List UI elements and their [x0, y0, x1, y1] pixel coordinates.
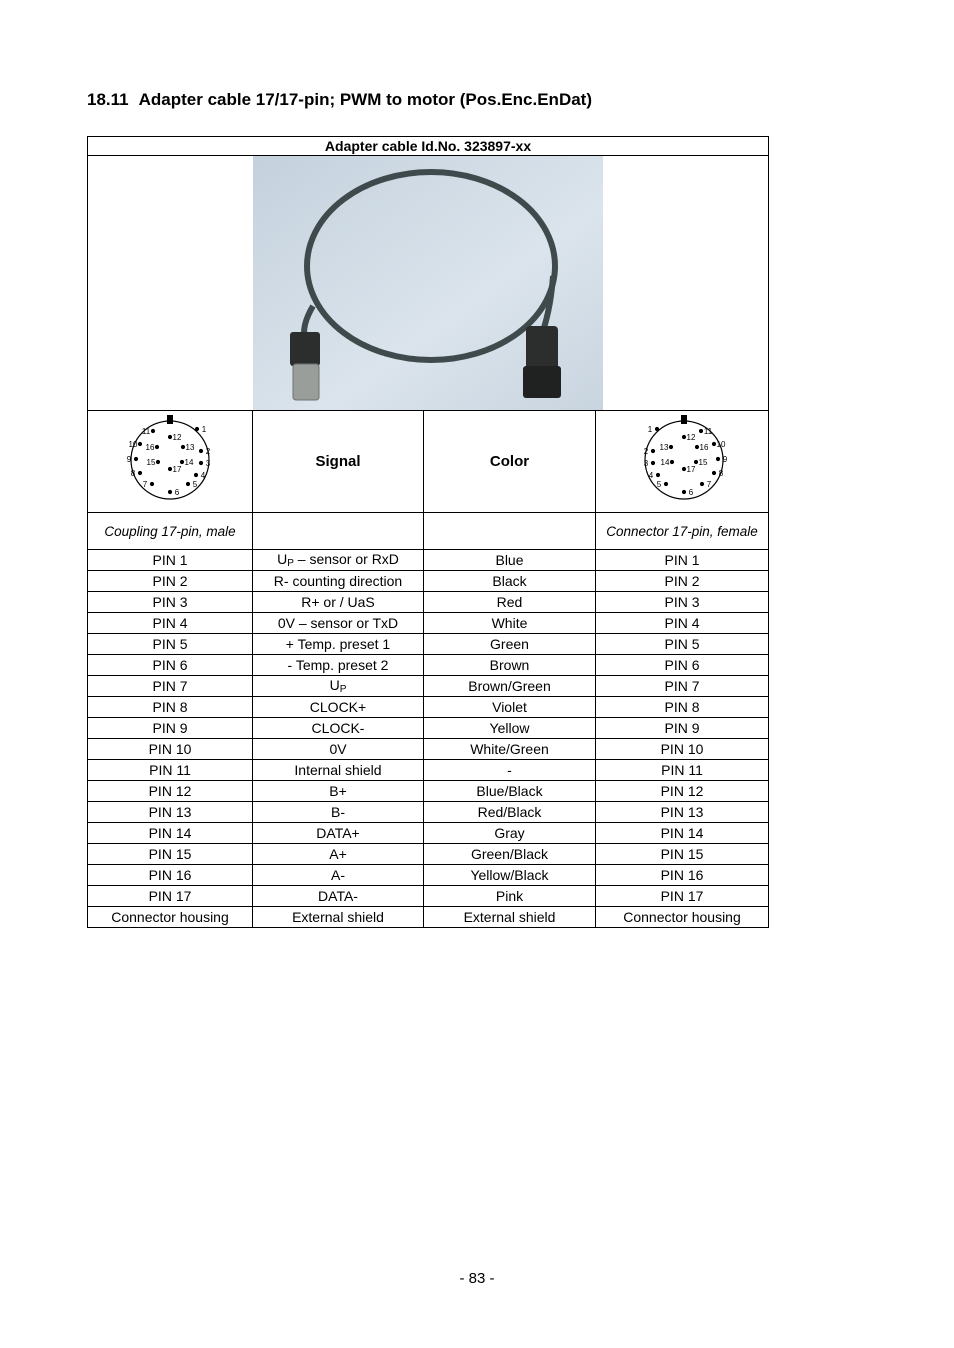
wire-color: Yellow/Black	[424, 865, 596, 886]
signal-text: DATA-	[318, 888, 358, 904]
table-row	[88, 760, 769, 781]
coupling-pin-label: 15	[146, 458, 156, 467]
coupling-pin-dot	[168, 467, 172, 471]
signal-cell	[253, 865, 424, 886]
coupling-key	[167, 415, 173, 424]
coupling-pin: PIN 6	[88, 655, 253, 676]
signal-text: A-	[331, 867, 345, 883]
coupling-pin-diagram	[118, 411, 222, 509]
wire-color: Blue	[424, 550, 596, 571]
connector-pin-dot	[655, 427, 659, 431]
signal-text: CLOCK-	[311, 720, 365, 736]
photo-row	[88, 156, 769, 411]
coupling-pin: PIN 11	[88, 760, 253, 781]
table-row	[88, 781, 769, 802]
connector-pin: PIN 7	[596, 676, 769, 697]
connector-pin-dot	[712, 471, 716, 475]
signal-text: 0V	[329, 741, 347, 757]
coupling-pin: PIN 5	[88, 634, 253, 655]
connector-pin-dot	[651, 449, 655, 453]
connector-pin: PIN 5	[596, 634, 769, 655]
coupling-male-body	[290, 332, 320, 366]
signal-text: U	[277, 551, 288, 567]
connector-key	[681, 415, 687, 424]
coupling-pin-label: 12	[172, 433, 182, 442]
connector-pin-label: 3	[643, 459, 649, 468]
coupling-pin-dot	[134, 457, 138, 461]
signal-header: Signal	[253, 411, 424, 513]
table-row	[88, 823, 769, 844]
table-row	[88, 844, 769, 865]
connector-pin-dot	[694, 460, 698, 464]
connector-pin: PIN 12	[596, 781, 769, 802]
cable-photo	[253, 156, 603, 410]
connector-pin: PIN 15	[596, 844, 769, 865]
signal-text: B-	[331, 804, 345, 820]
wire-color: Violet	[424, 697, 596, 718]
coupling-pin-dot	[181, 445, 185, 449]
coupling-pin-label: 14	[184, 458, 194, 467]
coupling-pin: PIN 9	[88, 718, 253, 739]
connector-pin: PIN 11	[596, 760, 769, 781]
coupling-pin: PIN 2	[88, 571, 253, 592]
table-row	[88, 571, 769, 592]
signal-cell	[253, 739, 424, 760]
table-row	[88, 739, 769, 760]
wire-color: Red	[424, 592, 596, 613]
table-row	[88, 592, 769, 613]
signal-cell	[253, 823, 424, 844]
connector-pin: PIN 4	[596, 613, 769, 634]
coupling-pin-dot	[180, 460, 184, 464]
pin-rows	[88, 550, 769, 928]
wire-color: Gray	[424, 823, 596, 844]
coupling-pin: PIN 3	[88, 592, 253, 613]
signal-text: CLOCK+	[309, 699, 367, 715]
signal-cell	[253, 718, 424, 739]
connector-pin-label: 11	[703, 427, 713, 436]
signal-cell	[253, 655, 424, 676]
wire-color: -	[424, 760, 596, 781]
signal-cell	[253, 697, 424, 718]
signal-text: R+ or / UaS	[301, 594, 375, 610]
wire-color: White	[424, 613, 596, 634]
signal-text: R- counting direction	[273, 573, 403, 589]
connector-pin: PIN 10	[596, 739, 769, 760]
coupling-pin-dot	[186, 482, 190, 486]
signal-text: + Temp. preset 1	[285, 636, 391, 652]
table-row	[88, 550, 769, 571]
table-row	[88, 718, 769, 739]
coupling-pin: PIN 10	[88, 739, 253, 760]
signal-cell	[253, 781, 424, 802]
coupling-pin-dot	[138, 442, 142, 446]
connector-pin: PIN 8	[596, 697, 769, 718]
connector-label-row	[88, 513, 769, 550]
coupling-pin-label: 2	[205, 447, 211, 456]
signal-text: B+	[329, 783, 347, 799]
connector-pin-dot	[656, 473, 660, 477]
connector-pin: PIN 9	[596, 718, 769, 739]
coupling-male-nut	[293, 364, 319, 400]
table-row	[88, 613, 769, 634]
signal-cell	[253, 613, 424, 634]
connector-pin-dot	[664, 482, 668, 486]
connector-pin-label: 15	[698, 458, 708, 467]
connector-pin: PIN 1	[596, 550, 769, 571]
signal-text: A+	[329, 846, 347, 862]
coupling-pin: Connector housing	[88, 907, 253, 928]
table-row	[88, 907, 769, 928]
coupling-pin-label: 8	[130, 469, 136, 478]
connector-pin-dot	[700, 482, 704, 486]
coupling-pin: PIN 12	[88, 781, 253, 802]
connector-pin: PIN 2	[596, 571, 769, 592]
coupling-pin-dot	[199, 449, 203, 453]
coupling-pin-dot	[168, 490, 172, 494]
signal-cell	[253, 907, 424, 928]
signal-text: Internal shield	[294, 762, 382, 778]
table-row	[88, 634, 769, 655]
table-row	[88, 697, 769, 718]
coupling-pin: PIN 14	[88, 823, 253, 844]
signal-suffix: – sensor or RxD	[293, 551, 399, 567]
table-caption: Adapter cable Id.No. 323897-xx	[88, 137, 769, 156]
signal-subscript: P	[339, 684, 347, 695]
coupling-pin-label: 6	[174, 488, 180, 497]
coupling-pin-dot	[199, 461, 203, 465]
wire-color: Brown	[424, 655, 596, 676]
signal-cell	[253, 634, 424, 655]
signal-cell	[253, 592, 424, 613]
wire-color: External shield	[424, 907, 596, 928]
coupling-pin-label: 13	[185, 443, 195, 452]
table-caption-row	[88, 137, 769, 156]
signal-text: - Temp. preset 2	[287, 657, 389, 673]
coupling-pin-dot	[155, 445, 159, 449]
coupling-pin-label: 17	[172, 465, 182, 474]
signal-text: 0V – sensor or TxD	[277, 615, 399, 631]
coupling-pin-dot	[194, 473, 198, 477]
connector-pin-dot	[716, 457, 720, 461]
coupling-pin: PIN 8	[88, 697, 253, 718]
connector-pin-label: 9	[722, 455, 728, 464]
connector-pin-label: 16	[699, 443, 709, 452]
connector-pin-dot	[682, 490, 686, 494]
connector-pin-dot	[712, 442, 716, 446]
color-header: Color	[424, 411, 596, 513]
wire-color: Red/Black	[424, 802, 596, 823]
connector-pin: Connector housing	[596, 907, 769, 928]
signal-cell	[253, 571, 424, 592]
coupling-pin-label: 11	[141, 427, 151, 436]
signal-cell	[253, 844, 424, 865]
table-row	[88, 655, 769, 676]
coupling-pin-dot	[150, 482, 154, 486]
connector-pin-dot	[699, 429, 703, 433]
signal-cell	[253, 676, 424, 697]
signal-cell	[253, 760, 424, 781]
connector-pin: PIN 16	[596, 865, 769, 886]
signal-text: U	[329, 677, 340, 693]
connector-label: Connector 17-pin, female	[596, 513, 769, 550]
coupling-pin-label: 4	[200, 471, 206, 480]
wire-color: Green	[424, 634, 596, 655]
connector-pin: PIN 17	[596, 886, 769, 907]
connector-pin-dot	[670, 460, 674, 464]
coupling-pin-dot	[156, 460, 160, 464]
coupling-pin: PIN 15	[88, 844, 253, 865]
connector-pin-label: 7	[706, 480, 712, 489]
section-number: 18.11	[87, 90, 129, 109]
connector-pin-label: 2	[643, 447, 649, 456]
table-row	[88, 865, 769, 886]
connector-pin-dot	[695, 445, 699, 449]
wire-color: Black	[424, 571, 596, 592]
table-row	[88, 676, 769, 697]
connector-pin-label: 8	[718, 469, 724, 478]
signal-cell	[253, 550, 424, 571]
coupling-pin: PIN 1	[88, 550, 253, 571]
wire-color: Blue/Black	[424, 781, 596, 802]
connector-pin-label: 5	[656, 480, 662, 489]
wire-color: Yellow	[424, 718, 596, 739]
coupling-pin-label: 7	[142, 480, 148, 489]
connector-pin-label: 1	[647, 425, 653, 434]
connector-pin-label: 14	[660, 458, 670, 467]
signal-text: DATA+	[316, 825, 360, 841]
section-title: Adapter cable 17/17-pin; PWM to motor (Pos.Enc.EnDat)	[138, 90, 592, 109]
connector-pin-diagram	[628, 411, 736, 509]
signal-cell	[253, 886, 424, 907]
connector-pin-label: 13	[659, 443, 669, 452]
page-number: - 83 -	[459, 1270, 495, 1287]
coupling-label: Coupling 17-pin, male	[88, 513, 253, 550]
wire-color: Green/Black	[424, 844, 596, 865]
wire-color: Brown/Green	[424, 676, 596, 697]
connector-pin: PIN 6	[596, 655, 769, 676]
coupling-pin: PIN 4	[88, 613, 253, 634]
connector-pin-label: 4	[648, 471, 654, 480]
signal-text: External shield	[292, 909, 384, 925]
connector-pin-dot	[651, 461, 655, 465]
coupling-pin-dot	[138, 471, 142, 475]
connector-pin-dot	[682, 435, 686, 439]
coupling-pin-label: 10	[128, 440, 138, 449]
coupling-pin: PIN 17	[88, 886, 253, 907]
wire-color: White/Green	[424, 739, 596, 760]
coupling-pin-label: 16	[145, 443, 155, 452]
table-row	[88, 886, 769, 907]
connector-pin: PIN 14	[596, 823, 769, 844]
connector-pin-label: 10	[716, 440, 726, 449]
pinout-table	[87, 136, 769, 928]
connector-pin: PIN 3	[596, 592, 769, 613]
coupling-pin-label: 5	[192, 480, 198, 489]
connector-pin: PIN 13	[596, 802, 769, 823]
coupling-pin-dot	[168, 435, 172, 439]
pin-diagram-row	[88, 411, 769, 513]
section-heading	[87, 90, 592, 110]
signal-subscript: P	[287, 558, 294, 569]
coupling-pin: PIN 13	[88, 802, 253, 823]
signal-cell	[253, 802, 424, 823]
connector-pin-label: 17	[686, 465, 696, 474]
coupling-pin-dot	[195, 427, 199, 431]
coupling-pin-label: 9	[126, 455, 132, 464]
coupling-pin: PIN 16	[88, 865, 253, 886]
coupling-pin-label: 3	[205, 459, 211, 468]
coupling-pin-dot	[151, 429, 155, 433]
table-row	[88, 802, 769, 823]
connector-pin-label: 6	[688, 488, 694, 497]
wire-color: Pink	[424, 886, 596, 907]
connector-pin-dot	[682, 467, 686, 471]
coupling-pin-label: 1	[201, 425, 207, 434]
connector-pin-dot	[669, 445, 673, 449]
coupling-pin: PIN 7	[88, 676, 253, 697]
connector-pin-label: 12	[686, 433, 696, 442]
